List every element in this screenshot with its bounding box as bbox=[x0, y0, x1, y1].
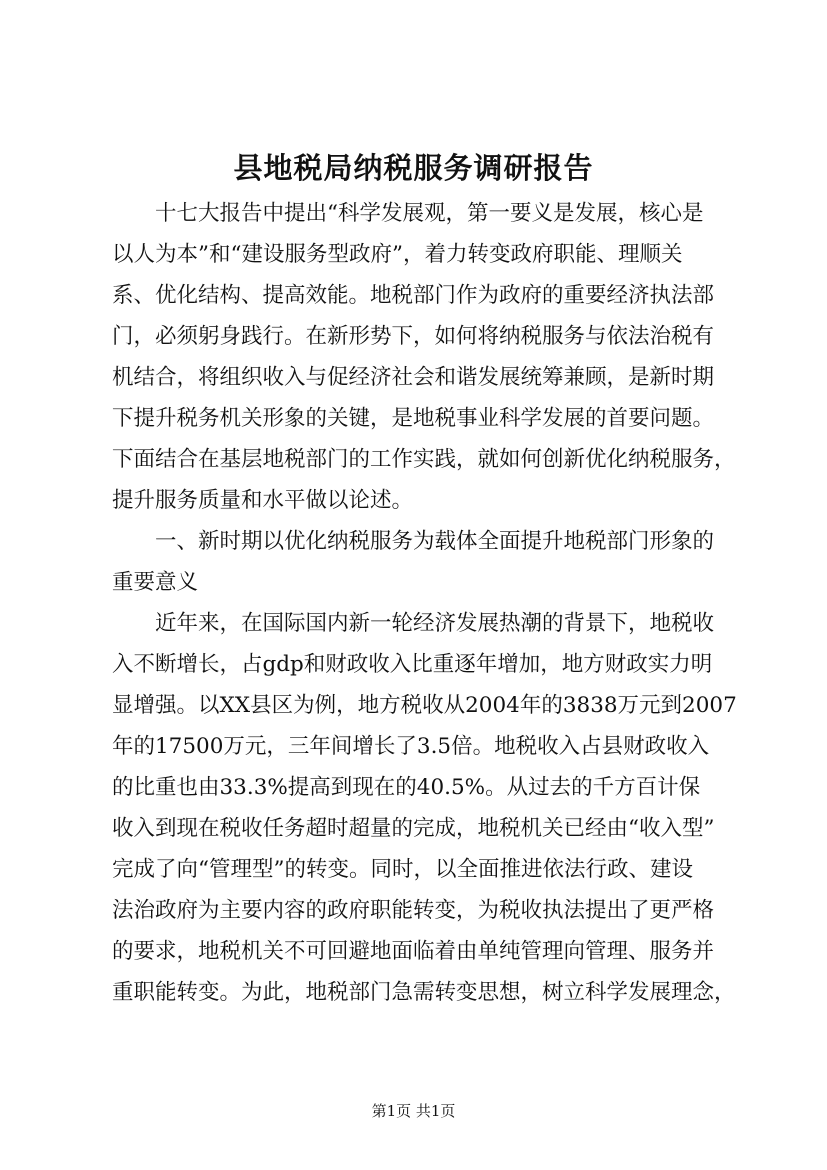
paragraph-line: 入不断增长，占gdp和财政收入比重逐年增加，地方财政实力明 bbox=[112, 652, 713, 677]
section-heading-line: 一、新时期以优化纳税服务为载体全面提升地税部门形象的 bbox=[155, 529, 715, 554]
paragraph-line: 提升服务质量和水平做以论述。 bbox=[112, 488, 414, 513]
paragraph-line: 收入到现在税收任务超时超量的完成，地税机关已经由“收入型” bbox=[112, 816, 715, 841]
document-body bbox=[112, 193, 737, 1013]
paragraph-line: 以人为本”和“建设服务型政府”，着力转变政府职能、理顺关 bbox=[112, 242, 683, 267]
paragraph-line: 完成了向“管理型”的转变。同时，以全面推进依法行政、建设 bbox=[112, 857, 693, 882]
paragraph-line: 机结合，将组织收入与促经济社会和谐发展统筹兼顾，是新时期 bbox=[112, 365, 715, 390]
document-title: 县地税局纳税服务调研报告 bbox=[233, 151, 594, 185]
paragraph-line: 系、优化结构、提高效能。地税部门作为政府的重要经济执法部 bbox=[112, 283, 715, 308]
paragraph-line: 门，必须躬身践行。在新形势下，如何将纳税服务与依法治税有 bbox=[112, 324, 715, 349]
paragraph-line: 重职能转变。为此，地税部门急需转变思想，树立科学发展理念， bbox=[112, 980, 736, 1005]
paragraph-line: 显增强。以XX县区为例，地方税收从2004年的3838万元到2007 bbox=[112, 693, 737, 718]
paragraph-line: 下面结合在基层地税部门的工作实践，就如何创新优化纳税服务， bbox=[112, 447, 736, 472]
paragraph-line: 十七大报告中提出“科学发展观，第一要义是发展，核心是 bbox=[155, 201, 704, 226]
paragraph-line: 近年来，在国际国内新一轮经济发展热潮的背景下，地税收 bbox=[155, 611, 715, 636]
page-number-footer: 第1页 共1页 bbox=[371, 1102, 456, 1120]
paragraph-line: 下提升税务机关形象的关键，是地税事业科学发展的首要问题。 bbox=[112, 406, 715, 431]
paragraph-line: 的要求，地税机关不可回避地面临着由单纯管理向管理、服务并 bbox=[112, 939, 715, 964]
paragraph-line: 年的17500万元，三年间增长了3.5倍。地税收入占县财政收入 bbox=[112, 734, 710, 759]
section-heading-line: 重要意义 bbox=[112, 570, 199, 595]
paragraph-line: 法治政府为主要内容的政府职能转变，为税收执法提出了更严格 bbox=[112, 898, 715, 923]
paragraph-line: 的比重也由33.3%提高到现在的40.5%。从过去的千方百计保 bbox=[112, 775, 701, 800]
